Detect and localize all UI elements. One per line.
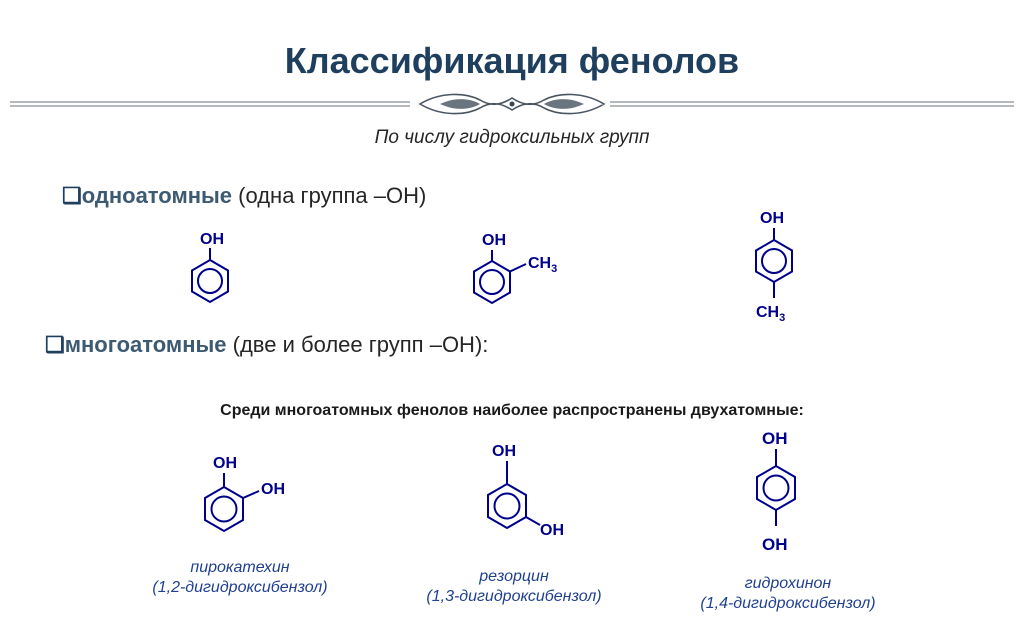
o-cresol-structure xyxy=(460,226,570,316)
checkbox-bullet-icon: ❑ xyxy=(62,183,82,208)
oh-label: OH xyxy=(213,455,237,472)
ch3-label: $CH_3$ xyxy=(756,304,786,324)
bullet-polyhydric xyxy=(45,332,488,358)
catechol-name: пирокатехин (1,2-дигидроксибензол) xyxy=(152,559,328,596)
ornament-divider xyxy=(10,86,1014,122)
oh-label: OH xyxy=(762,429,788,448)
oh-label: OH xyxy=(762,535,788,554)
checkbox-bullet-icon: ❑ xyxy=(45,332,65,357)
resorcinol-name: резорцин (1,3-дигидроксибензол) xyxy=(426,568,602,605)
bullet-text: (две и более групп –OH): xyxy=(226,332,489,357)
oh-label: OH xyxy=(261,481,285,498)
bullet-monohydric xyxy=(62,183,426,209)
hydroquinone-structure xyxy=(740,426,820,561)
bullet-keyword: многоатомные xyxy=(64,332,227,357)
dihydric-note: Среди многоатомных фенолов наиболее распространены двухатомные: xyxy=(220,402,804,419)
resorcinol-structure xyxy=(478,438,598,548)
oh-label: OH xyxy=(492,443,516,460)
oh-label: OH xyxy=(482,232,506,249)
oh-label: OH xyxy=(200,231,224,248)
p-cresol-structure xyxy=(743,205,813,325)
bullet-keyword: одноатомные xyxy=(81,183,233,208)
page-title: Классификация фенолов xyxy=(284,40,740,81)
catechol-structure xyxy=(195,450,315,550)
subtitle: По числу гидроксильных групп xyxy=(374,127,650,148)
ch3-label: $CH_3$ xyxy=(528,255,558,275)
bullet-text: (одна группа –OH) xyxy=(232,183,427,208)
phenol-structure xyxy=(180,222,240,312)
oh-label: OH xyxy=(540,522,564,539)
oh-label: OH xyxy=(760,210,784,227)
hydroquinone-name: гидрохинон (1,4-дигидроксибензол) xyxy=(700,575,876,612)
